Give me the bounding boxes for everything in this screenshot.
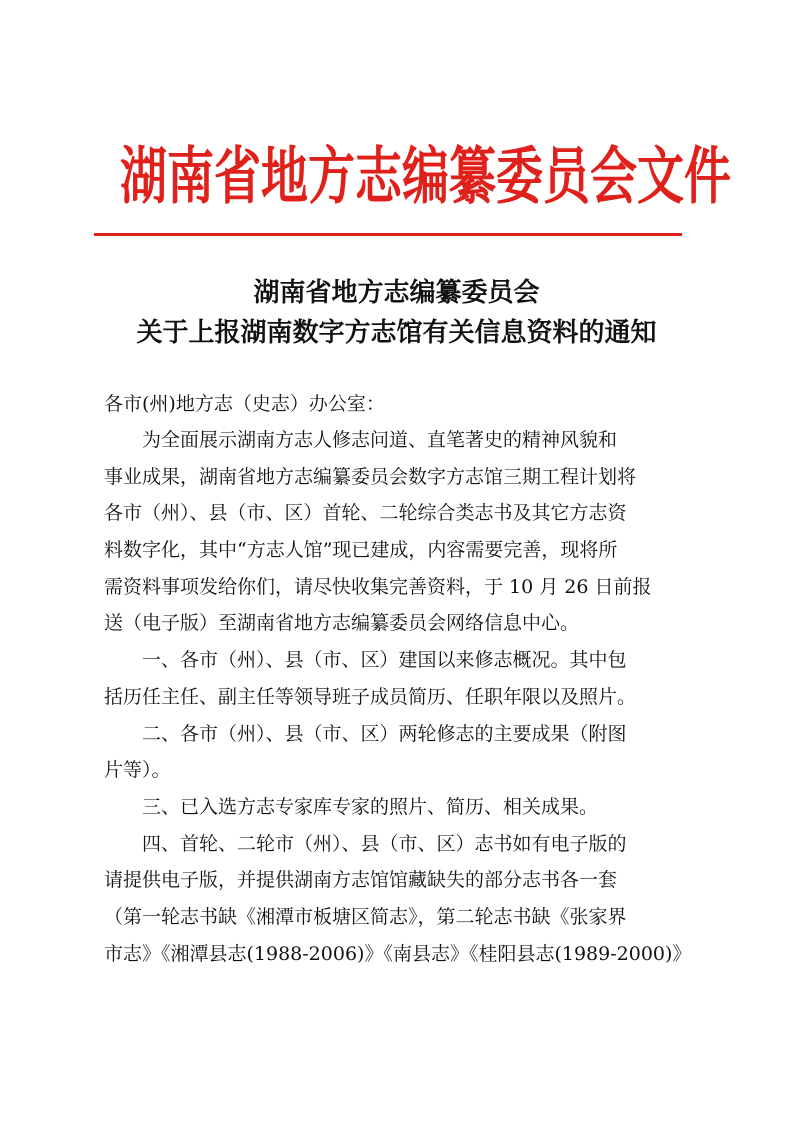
body-line: （第一轮志书缺《湘潭市板塘区简志》，第二轮志书缺《张家界 [104,905,627,928]
body-line: 事业成果，湖南省地方志编纂委员会数字方志馆三期工程计划将 [104,465,637,488]
notice-title-line-1: 湖南省地方志编纂委员会 [253,278,540,308]
body-line: 括历任主任、副主任等领导班子成员简历、任职年限以及照片。 [104,685,637,708]
body-line: 料数字化，其中“方志人馆”现已建成，内容需要完善，现将所 [104,539,618,562]
body-line: 请提供电子版，并提供湖南方志馆馆藏缺失的部分志书各一套 [104,869,618,892]
masthead-title: 湖南省地方志编纂委员会文件 [120,140,731,214]
body-line: 二、各市（州）、县（市、区）两轮修志的主要成果（附图 [104,722,627,745]
body-line: 三、已入选方志专家库专家的照片、简历、相关成果。 [104,795,599,818]
salutation [104,386,704,423]
salutation-text: 各市(州)地方志（史志）办公室： [104,393,385,415]
body-line: 市志》《湘潭县志(1988-2006)》《南县志》《桂阳县志(1989-2000)》 [104,942,692,965]
body-line: 为全面展示湖南方志人修志问道、直笔著史的精神风貌和 [104,429,618,451]
body-line: 各市（州）、县（市、区）首轮、二轮综合类志书及其它方志资 [104,502,627,525]
body-line: 一、各市（州）、县（市、区）建国以来修志概况。其中包 [104,649,627,672]
red-divider-rule [94,233,682,236]
notice-body [104,422,704,972]
body-line: 需资料事项发给你们，请尽快收集完善资料，于 10 月 26 日前报 [104,575,652,598]
body-line: 四、首轮、二轮市（州）、县（市、区）志书如有电子版的 [104,832,627,855]
notice-title-line-2: 关于上报湖南数字方志馆有关信息资料的通知 [136,318,657,348]
body-line: 片等）。 [104,759,171,782]
body-line: 送（电子版）至湖南省地方志编纂委员会网络信息中心。 [104,612,580,635]
